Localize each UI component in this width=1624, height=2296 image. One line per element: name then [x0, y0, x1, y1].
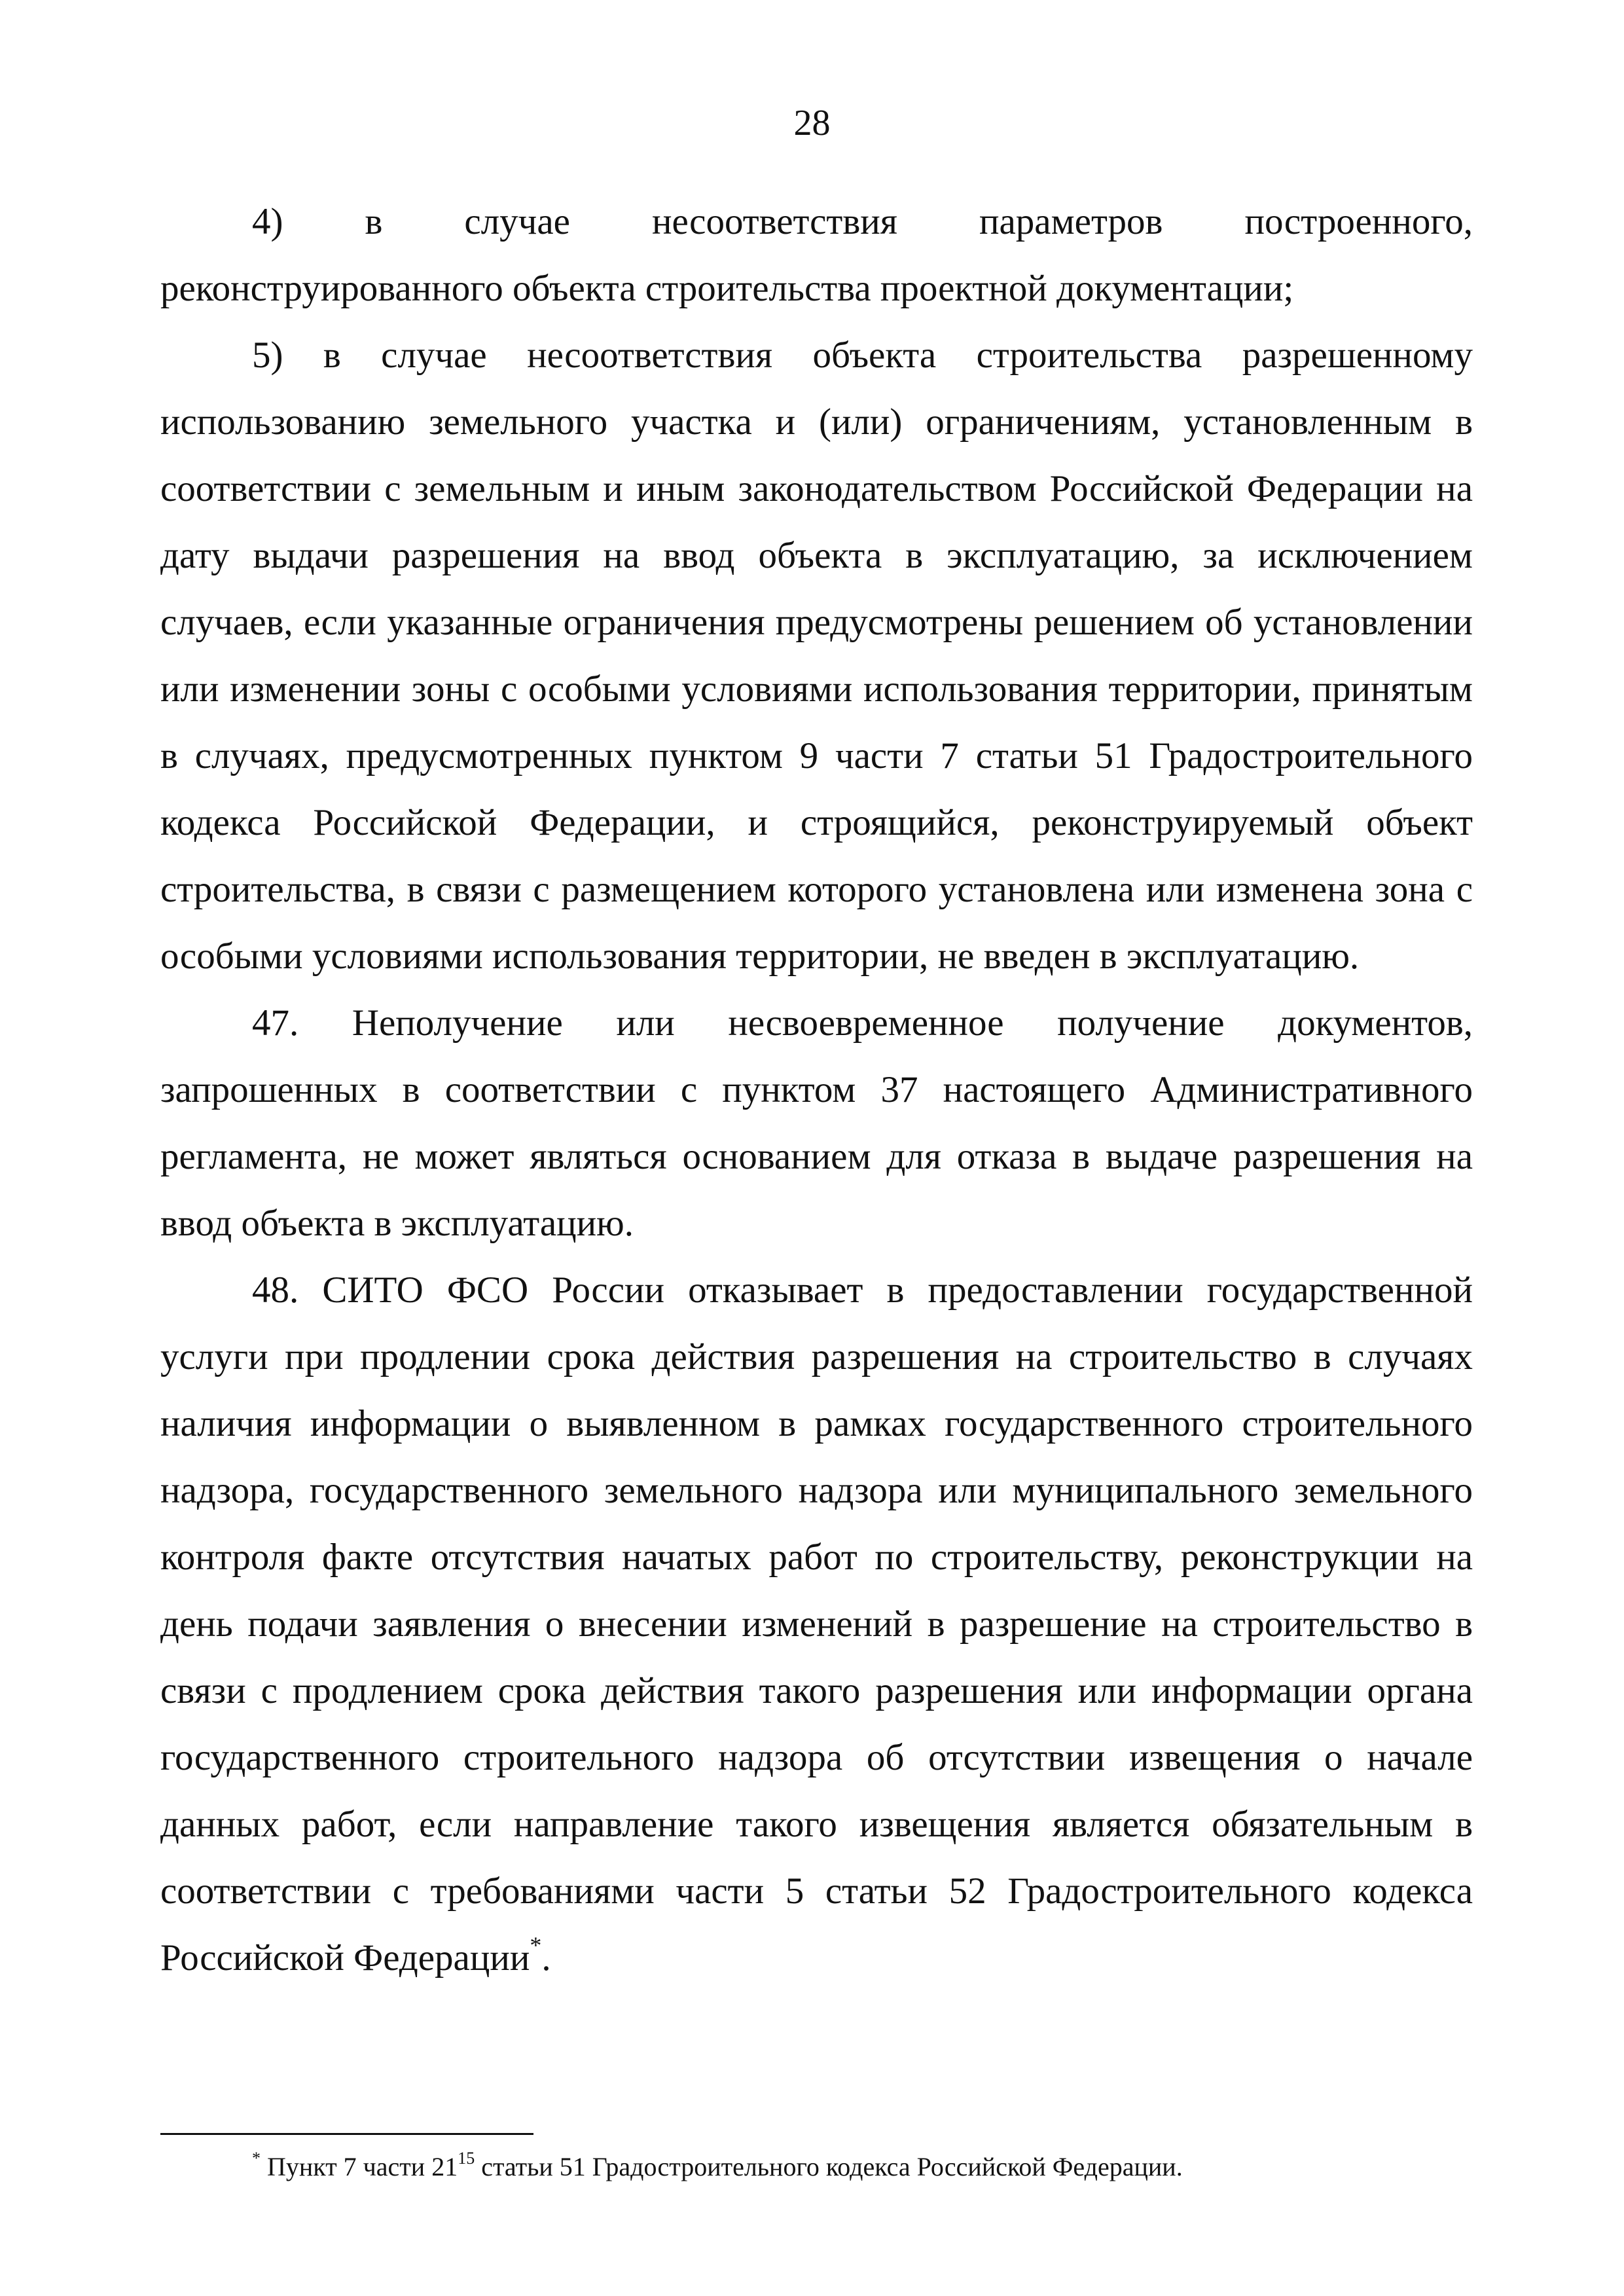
footnote [252, 2149, 1430, 2185]
footnote-superscript: 15 [458, 2149, 475, 2168]
footnote-text-after: статьи 51 Градостроительного кодекса Российской Федерации. [475, 2152, 1183, 2181]
footnote-separator [160, 2133, 533, 2135]
item-4-word-2: несоответствия [651, 201, 897, 242]
paragraph-47: 47. Неполучение или несвоевременное получение документов, запрошенных в соответствии с пунктом 37 настоящего Административного регламента, не может являться основанием для отказа в выдаче разрешения на ввод объекта в эксплуатацию. [160, 1002, 1473, 1244]
page-number: 28 [793, 103, 831, 143]
document-body [160, 189, 1473, 1992]
paragraph-48 [160, 1257, 1473, 1992]
paragraph-48-end: . [541, 1937, 551, 1978]
item-4-word-3: параметров [979, 201, 1163, 242]
item-4-word-1: случае [464, 201, 570, 242]
item-4-number: 4) в [252, 201, 383, 242]
paragraph-item-5: 5) в случае несоответствия объекта строительства разрешенному использованию земельного участка и (или) ограничениям, установленным в соответствии с земельным и иным законодательством Российской Федерации на дату выдачи разрешения на ввод объекта в эксплуатацию, за исключением случаев, если указанные ограничения предусмотрены решением об установлении или изменении зоны с особыми условиями использования территории, принятым в случаях, предусмотренных пунктом 9 части 7 статьи 51 Градостроительного кодекса Российской Федерации, и строящийся, реконструируемый объект строительства, в связи с размещением которого установлена или изменена зона с особыми условиями использования территории, не введен в эксплуатацию. [160, 335, 1473, 977]
footnote-marker: * [252, 2149, 261, 2168]
paragraph-item-4-first-line [160, 189, 1473, 255]
footnote-reference-marker: * [530, 1932, 542, 1958]
paragraph-48-text: 48. СИТО ФСО России отказывает в предоставлении государственной услуги при продлении срока действия разрешения на строительство в случаях наличия информации о выявленном в рамках государственного строительного надзора, государственного земельного надзора или муниципального земельного контроля факте отсутствия начатых работ по строительству, реконструкции на день подачи заявления о внесении изменений в разрешение на строительство в связи с продлением срока действия такого разрешения или информации органа государственного строительного надзора об отсутствии извещения о начале данных работ, если направление такого извещения является обязательным в соответствии с требованиями части 5 статьи 52 Градостроительного кодекса Российской Федерации [160, 1269, 1473, 1978]
item-4-word-4: построенного, [1244, 201, 1473, 242]
paragraph-item-4-rest: реконструированного объекта строительства проектной документации; [160, 268, 1294, 309]
footnote-text-before: Пункт 7 части 21 [267, 2152, 458, 2181]
paragraph-item-4 [160, 189, 1473, 322]
